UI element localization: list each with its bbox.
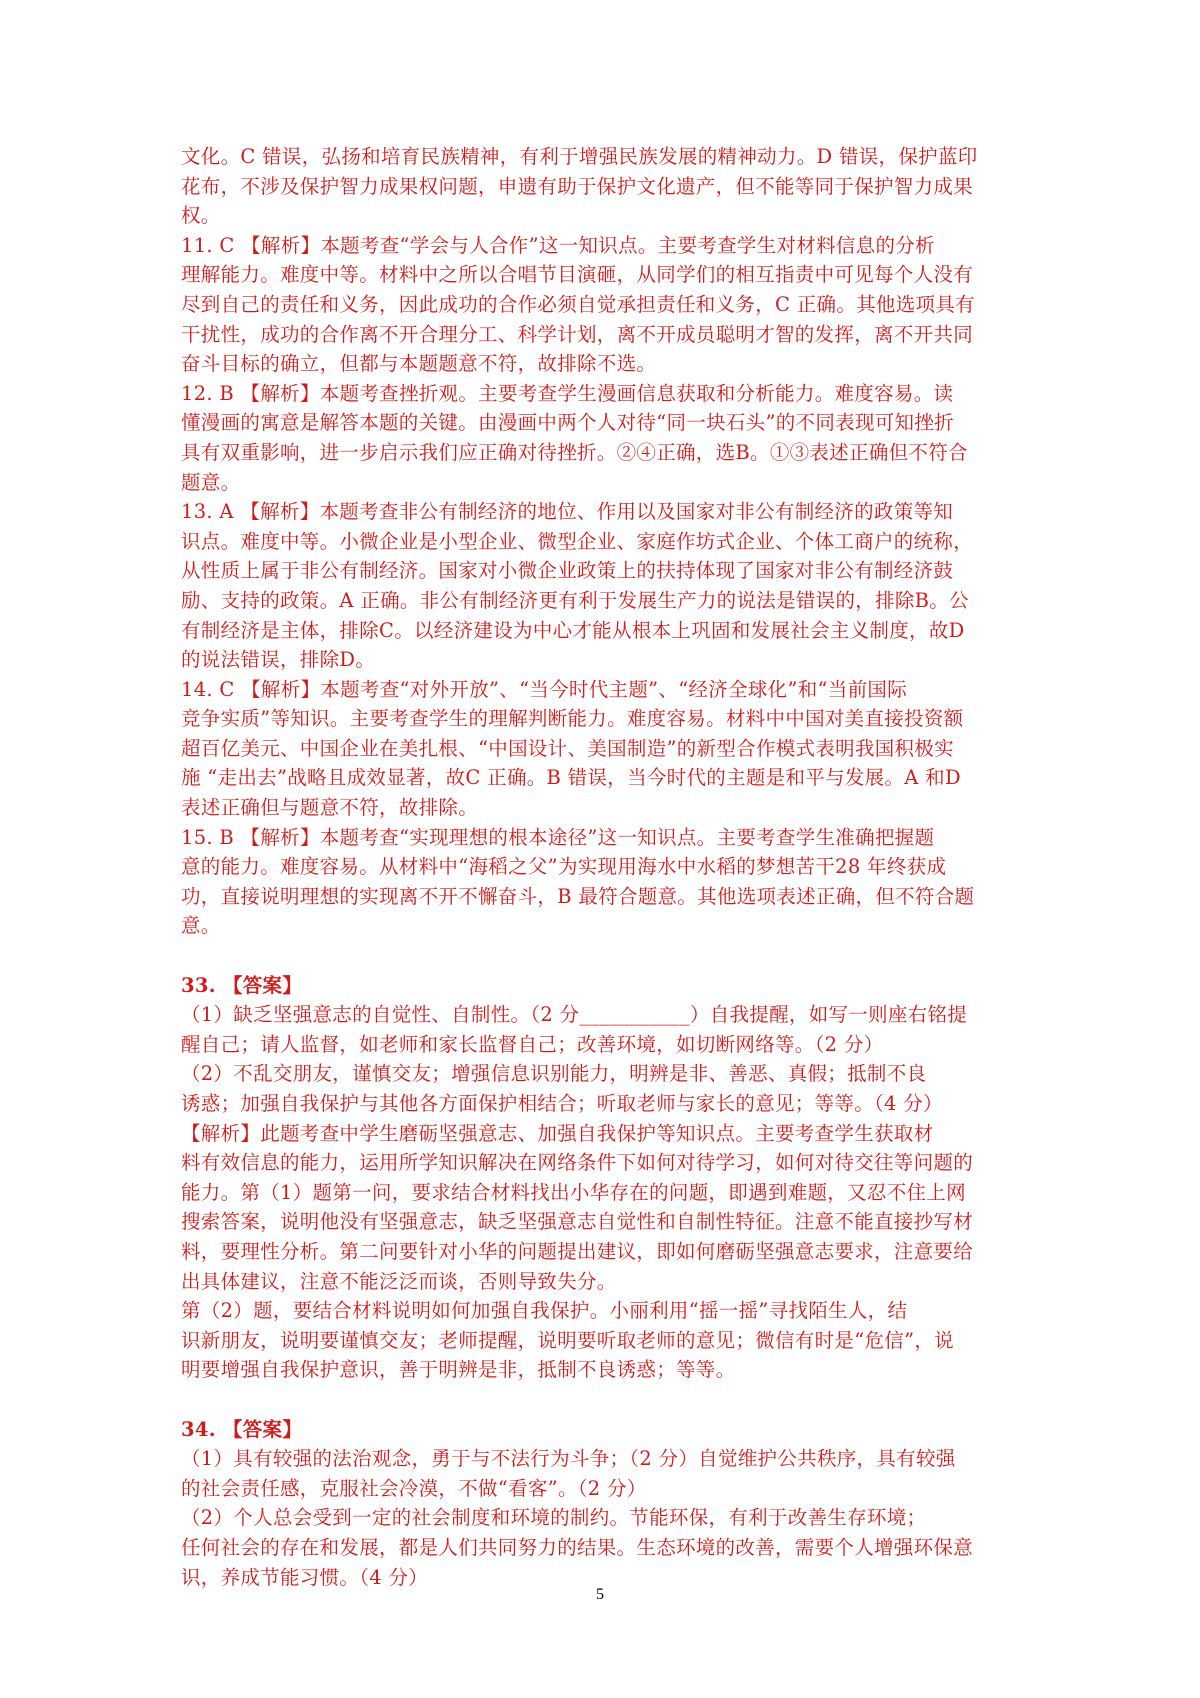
page-number: 5 [596,1586,604,1603]
text-line: 13. A 【解析】本题考查非公有制经济的地位、作用以及国家对非公有制经济的政策等知 [181,500,954,524]
section-heading-34: 34. 【答案】 [181,1417,303,1441]
text-line: （2）个人总会受到一定的社会制度和环境的制约。节能环保，有利于改善生存环境； [181,1506,927,1530]
text-line: （1）缺乏坚强意志的自觉性、自制性。（2 分___________）自我提醒，如写一则座右铭提 [181,1003,968,1027]
text-line: 有制经济是主体，排除C。以经济建设为中心才能从根本上巩固和发展社会主义制度，故D [181,618,965,642]
text-line: 识新朋友，说明要谨慎交友；老师提醒，说明要听取老师的意见；微信有时是“危信”，说 [181,1328,954,1352]
blank-line [181,1385,1031,1415]
text-line: 意的能力。难度容易。从材料中“海稻之父”为实现用海水中水稻的梦想苦干28 年终获成 [181,855,947,879]
text-line: 权。 [181,204,221,228]
text-line: 出具体建议，注意不能泛泛而谈，否则导致失分。 [181,1269,617,1293]
text-line: 搜索答案，说明他没有坚强意志，缺乏坚强意志自觉性和自制性特征。注意不能直接抄写材 [181,1210,974,1234]
text-line: 15. B 【解析】本题考查“实现理想的根本途径”这一知识点。主要考查学生准确把握题 [181,825,935,849]
section-heading-33: 33. 【答案】 [181,973,303,997]
text-line: 懂漫画的寓意是解答本题的关键。由漫画中两个人对待“同一块石头”的不同表现可知挫折 [181,411,954,435]
text-line: （1）具有较强的法治观念，勇于与不法行为斗争；（2 分）自觉维护公共秩序，具有较强 [181,1447,956,1471]
text-line: 花布，不涉及保护智力成果权问题，申遗有助于保护文化遗产，但不能等同于保护智力成果 [181,174,974,198]
text-line: 题意。 [181,470,241,494]
text-line: 明要增强自我保护意识，善于明辨是非，抵制不良诱惑；等等。 [181,1358,736,1382]
text-line: 第（2）题，要结合材料说明如何加强自我保护。小丽利用“摇一摇”寻找陌生人，结 [181,1299,908,1323]
text-line: 料有效信息的能力，运用所学知识解决在网络条件下如何对待学习，如何对待交往等问题的 [181,1151,974,1175]
blank-line [181,941,1031,971]
text-line: 识点。难度中等。小微企业是小型企业、微型企业、家庭作坊式企业、个体工商户的统称， [181,529,974,553]
text-line: 的说法错误，排除D。 [181,648,376,672]
text-line: 从性质上属于非公有制经济。国家对小微企业政策上的扶持体现了国家对非公有制经济鼓 [181,559,954,583]
text-line: 意。 [181,914,221,938]
text-line: 超百亿美元、中国企业在美扎根、“中国设计、美国制造”的新型合作模式表明我国积极实 [181,736,954,760]
text-line: 功，直接说明理想的实现离不开不懈奋斗，B 最符合题意。其他选项表述正确，但不符合题 [181,884,975,908]
text-line: 励、支持的政策。A 正确。非公有制经济更有利于发展生产力的说法是错误的，排除B。公 [181,588,969,612]
text-line: 12. B 【解析】本题考查挫折观。主要考查学生漫画信息获取和分析能力。难度容易。读 [181,381,954,405]
text-line: 11. C 【解析】本题考查“学会与人合作”这一知识点。主要考查学生对材料信息的分析 [181,233,935,257]
text-line: 任何社会的存在和发展，都是人们共同努力的结果。生态环境的改善，需要个人增强环保意 [181,1535,974,1559]
text-line: 奋斗目标的确立，但都与本题题意不符，故排除不选。 [181,352,657,376]
text-line: 文化。C 错误，弘扬和培育民族精神，有利于增强民族发展的精神动力。D 错误，保护蓝印 [181,145,978,168]
text-line: 料，要理性分析。第二问要针对小华的问题提出建议，即如何磨砺坚强意志要求，注意要给 [181,1239,974,1263]
text-line: 识，养成节能习惯。（4 分） [181,1565,429,1589]
text-line: 的社会责任感，克服社会冷漠，不做“看客”。（2 分） [181,1476,647,1500]
text-line: （2）不乱交朋友，谨慎交友；增强信息识别能力，明辨是非、善恶、真假；抵制不良 [181,1062,927,1086]
text-line: 能力。第（1）题第一问，要求结合材料找出小华存在的问题，即遇到难题，又忍不住上网 [181,1180,966,1204]
text-line: 竞争实质”等知识。主要考查学生的理解判断能力。难度容易。材料中中国对美直接投资额 [181,707,964,731]
text-line: 具有双重影响，进一步启示我们应正确对待挫折。②④正确，选B。①③表述正确但不符合 [181,440,968,464]
text-line: 诱惑；加强自我保护与其他各方面保护相结合；听取老师与家长的意见；等等。（4 分） [181,1092,943,1115]
text-line: 施 “走出去”战略且成效显著，故C 正确。B 错误，当今时代的主题是和平与发展。A 和D [181,766,961,790]
answer-explanation-text [181,142,1031,1592]
text-line: 理解能力。难度中等。材料中之所以合唱节目演砸，从同学们的相互指责中可见每个人没有 [181,263,974,287]
text-line: 表述正确但与题意不符，故排除。 [181,796,479,820]
text-line: 尽到自己的责任和义务，因此成功的合作必须自觉承担责任和义务，C 正确。其他选项具有 [181,292,975,316]
text-line: 【解析】此题考查中学生磨砺坚强意志、加强自我保护等知识点。主要考查学生获取材 [181,1121,934,1145]
text-line: 醒自己；请人监督，如老师和家长监督自己；改善环境，如切断网络等。（2 分） [181,1032,884,1056]
text-line: 14. C 【解析】本题考查“对外开放”、“当今时代主题”、“经济全球化”和“当前国际 [181,677,908,701]
text-line: 干扰性，成功的合作离不开合理分工、科学计划，离不开成员聪明才智的发挥，离不开共同 [181,322,974,346]
